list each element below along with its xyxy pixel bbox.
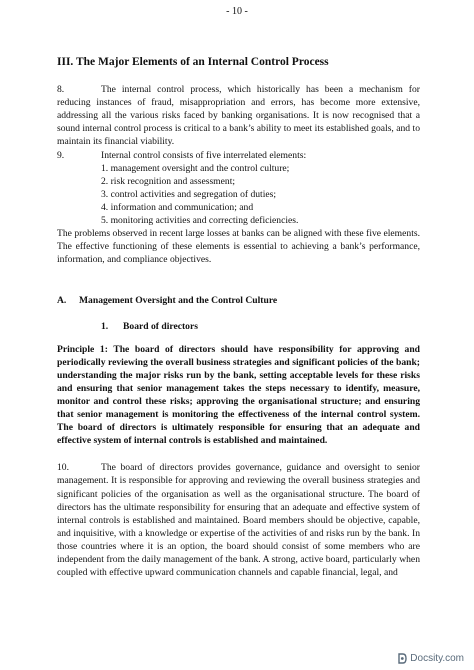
paragraph-8 (57, 83, 420, 148)
subsubsection-label: 1. (101, 320, 109, 332)
page-number: - 10 - (226, 6, 248, 17)
docsity-logo-icon (398, 653, 407, 664)
paragraph-number: 9. (57, 149, 65, 161)
subsection-heading (57, 294, 420, 307)
principle-1: Principle 1: The board of directors should have responsibility for approving and periodically reviewing the overall business strategies and significant policies of the bank; understanding the major risks run by the bank, setting acceptable levels for these risks and ensuring that senior management takes the steps necessary to identify, measure, monitor and control these risks; approving the organisational structure; and ensuring that senior management is monitoring the effectiveness of the internal control system. The board of directors is ultimately responsible for ensuring that an adequate and effective system of internal controls is established and maintained. (57, 343, 420, 447)
paragraph-9-intro (57, 149, 420, 162)
paragraph-9-after: The problems observed in recent large losses at banks can be aligned with these five elements. The effective functioning of these elements is essential to achieving a bank’s performance, information, and compliance objectives. (57, 228, 420, 266)
docsity-brand-text: Docsity.com (410, 653, 464, 664)
subsubsection-heading (101, 320, 420, 333)
list-item: 4. information and communication; and (101, 201, 254, 213)
section-title: III. The Major Elements of an Internal Control Process (57, 56, 329, 68)
list-item: 5. monitoring activities and correcting deficiencies. (101, 215, 299, 227)
paragraph-number: 10. (57, 462, 69, 474)
list-item: 3. control activities and segregation of duties; (101, 188, 277, 200)
subsection-label: A. (57, 295, 67, 307)
elements-list (57, 162, 420, 227)
paragraph-10 (57, 461, 420, 579)
list-item: 2. risk recognition and assessment; (101, 175, 236, 187)
docsity-watermark[interactable] (398, 653, 464, 664)
paragraph-text: The board of directors provides governance, guidance and oversight to senior management. It is responsible for approving and reviewing the overall business strategies and significant policies of the organisation as well as the organisational structure. The board of directors has the ultimate responsibility for ensuring that an adequate and effective system of internal controls is established and maintained. Board members should be objective, capable, and inquisitive, with a knowledge or expertise of the activities of and risks run by the bank. In those countries where it is an option, the board should consist of some members who are independent from the daily management of the bank. A strong, active board, particularly when coupled with effective upward communication channels and capable financial, legal, and (57, 462, 420, 579)
paragraph-number: 8. (57, 84, 65, 96)
page-content (57, 56, 420, 579)
subsection-title: Management Oversight and the Control Culture (79, 295, 278, 307)
paragraph-text: The internal control process, which historically has been a mechanism for reducing instances of fraud, misappropriation and errors, has become more extensive, addressing all the various risks faced by banking organisations. It is now recognised that a sound internal control process is critical to a bank’s ability to meet its established goals, and to maintain its financial viability. (57, 84, 420, 148)
list-item: 1. management oversight and the control culture; (101, 162, 290, 174)
subsubsection-title: Board of directors (123, 320, 198, 332)
paragraph-text: Internal control consists of five interrelated elements: (101, 149, 307, 161)
